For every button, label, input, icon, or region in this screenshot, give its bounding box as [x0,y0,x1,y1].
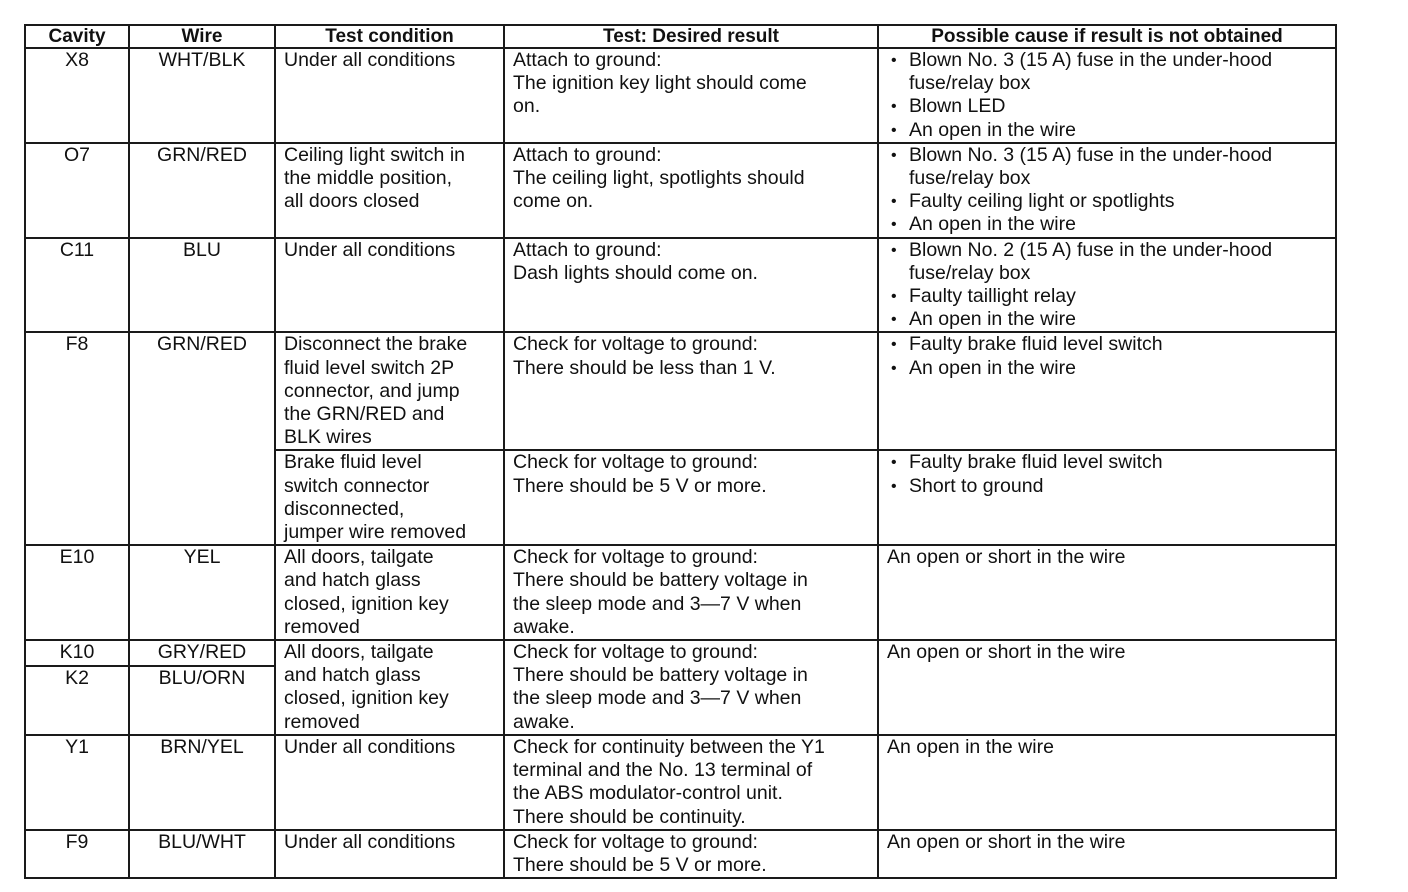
result-line: awake. [513,615,575,638]
cause-line: • Faulty taillight relay [909,285,1076,308]
condition-line: Under all conditions [284,49,456,71]
condition-line: All doors, tailgate [284,546,434,569]
result-line: There should be less than 1 V. [513,356,776,379]
condition-line: removed [284,710,360,733]
wire-cell: BLU/ORN [129,666,275,735]
cause-line: • Short to ground [909,474,1044,497]
cavity-cell: K10 [25,640,129,666]
condition-line: Under all conditions [284,735,456,758]
cavity-cell: O7 [25,143,129,238]
condition-line: and hatch glass [284,569,421,592]
header-cavity: Cavity [25,25,129,48]
table-row [25,238,1336,333]
result-cell [504,450,878,545]
result-line: The ignition key light should come [513,72,807,95]
cause-line: fuse/relay box [909,72,1031,95]
cavity-cell: F8 [25,332,129,545]
condition-line: jumper wire removed [284,521,467,544]
result-line: The ceiling light, spotlights should [513,167,805,190]
cause-cell [878,48,1336,143]
result-line: Check for voltage to ground: [513,546,758,569]
cause-bullet [887,333,1331,356]
cause-bullet [887,190,1331,213]
result-line: Attach to ground: [513,238,662,261]
result-line: Check for voltage to ground: [513,333,758,356]
result-line: Check for continuity between the Y1 [513,735,825,758]
result-cell [504,332,878,450]
test-table-wrapper [24,24,1337,879]
result-line: come on. [513,190,594,213]
result-line: the ABS modulator-control unit. [513,782,783,805]
cause-line: • An open in the wire [909,213,1076,236]
cavity-cell: C11 [25,238,129,333]
result-line: Attach to ground: [513,143,662,166]
cause-bullet [887,95,1331,118]
header-test-condition: Test condition [275,25,504,48]
connector-test-table [24,24,1337,879]
cause-line: • An open in the wire [909,118,1076,141]
cause-line: • An open in the wire [909,356,1076,379]
wire-cell: YEL [129,545,275,640]
cause-bullet [887,475,1331,498]
cause-cell [878,143,1336,238]
condition-cell [275,332,504,450]
cause-bullet [887,285,1331,308]
condition-line: Disconnect the brake [284,333,468,356]
condition-line: and hatch glass [284,664,421,687]
result-cell [504,640,878,735]
cause-cell: An open in the wire [878,735,1336,830]
table-row [25,545,1336,640]
cause-cell [878,450,1336,545]
cavity-cell: E10 [25,545,129,640]
header-desired-result: Test: Desired result [504,25,878,48]
cause-line: • An open in the wire [909,308,1076,331]
condition-cell [275,830,504,878]
result-cell [504,735,878,830]
cause-bullet [887,308,1331,331]
cause-line: • Blown No. 2 (15 A) fuse in the under-hood [909,238,1273,261]
result-line: Check for voltage to ground: [513,641,758,664]
result-line: the sleep mode and 3—7 V when [513,687,802,710]
condition-line: all doors closed [284,190,420,213]
condition-line: Under all conditions [284,830,456,853]
condition-cell [275,450,504,545]
condition-cell [275,545,504,640]
result-line: the sleep mode and 3—7 V when [513,592,802,615]
result-cell [504,143,878,238]
result-line: There should be battery voltage in [513,664,808,687]
result-cell [504,830,878,878]
cause-line: • Faulty brake fluid level switch [909,333,1163,356]
cause-bullet [887,49,1331,95]
cause-bullet [887,451,1331,474]
wire-cell: BLU [129,238,275,333]
condition-line: BLK wires [284,426,372,449]
cause-bullet [887,213,1331,236]
cause-line: fuse/relay box [909,261,1031,284]
cause-bullet [887,119,1331,142]
result-line: There should be continuity. [513,805,746,828]
cavity-cell: K2 [25,666,129,735]
result-line: Dash lights should come on. [513,261,758,284]
condition-line: switch connector [284,474,430,497]
condition-line: connector, and jump [284,379,460,402]
cause-line: • Blown No. 3 (15 A) fuse in the under-hood [909,49,1273,71]
condition-cell [275,640,504,735]
cavity-cell: F9 [25,830,129,878]
result-line: on. [513,95,541,118]
condition-line: Brake fluid level [284,451,422,474]
result-line: awake. [513,710,575,733]
header-row [25,25,1336,48]
table-row [25,143,1336,238]
table-row [25,830,1336,878]
wire-cell: GRN/RED [129,143,275,238]
cause-cell [878,332,1336,450]
table-row [25,735,1336,830]
condition-cell [275,238,504,333]
cavity-cell: X8 [25,48,129,143]
cause-bullet [887,357,1331,380]
condition-line: disconnected, [284,497,405,520]
cause-line: • Blown LED [909,95,1006,118]
header-possible-cause: Possible cause if result is not obtained [878,25,1336,48]
condition-line: closed, ignition key [284,687,449,710]
result-line: terminal and the No. 13 terminal of [513,759,813,782]
wire-cell: GRY/RED [129,640,275,666]
condition-cell [275,48,504,143]
result-cell [504,48,878,143]
cause-line: fuse/relay box [909,167,1031,190]
cause-cell: An open or short in the wire [878,640,1336,735]
result-line: Attach to ground: [513,49,662,71]
cause-line: • Faulty ceiling light or spotlights [909,190,1175,213]
wire-cell: BLU/WHT [129,830,275,878]
cause-bullet [887,144,1331,190]
cause-line: • Faulty brake fluid level switch [909,451,1163,474]
result-line: There should be 5 V or more. [513,474,767,497]
condition-line: the middle position, [284,167,453,190]
condition-line: All doors, tailgate [284,641,434,664]
table-row [25,332,1336,450]
cause-bullet [887,239,1331,285]
condition-line: the GRN/RED and [284,403,445,426]
wire-cell: GRN/RED [129,332,275,545]
condition-line: fluid level switch 2P [284,356,455,379]
result-line: Check for voltage to ground: [513,830,758,853]
condition-line: removed [284,615,360,638]
condition-line: closed, ignition key [284,592,449,615]
result-cell [504,238,878,333]
result-line: There should be battery voltage in [513,569,808,592]
cavity-cell: Y1 [25,735,129,830]
result-line: Check for voltage to ground: [513,451,758,474]
wire-cell: BRN/YEL [129,735,275,830]
condition-line: Ceiling light switch in [284,143,465,166]
condition-cell [275,143,504,238]
wire-cell: WHT/BLK [129,48,275,143]
cause-cell: An open or short in the wire [878,830,1336,878]
cause-cell [878,238,1336,333]
cause-cell: An open or short in the wire [878,545,1336,640]
result-line: There should be 5 V or more. [513,853,767,876]
cause-line: • Blown No. 3 (15 A) fuse in the under-hood [909,143,1273,166]
result-cell [504,545,878,640]
table-row [25,48,1336,143]
condition-line: Under all conditions [284,238,456,261]
condition-cell [275,735,504,830]
header-wire: Wire [129,25,275,48]
table-row [25,640,1336,666]
